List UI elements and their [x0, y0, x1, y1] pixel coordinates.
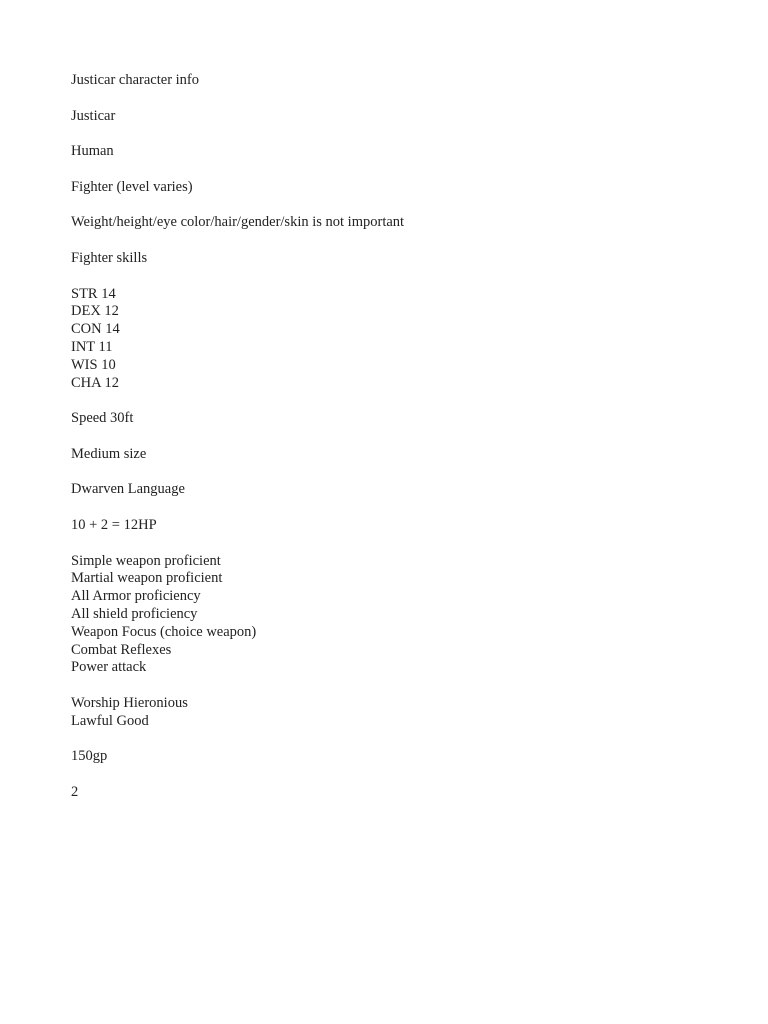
document-body — [71, 72, 691, 819]
size-text: Medium size — [71, 445, 147, 462]
gold-text: 150gp — [71, 748, 108, 765]
character-class: Fighter (level varies) — [71, 178, 193, 195]
skills-text: Fighter skills — [71, 249, 148, 266]
feat-item: Power attack — [71, 659, 147, 676]
alignment-text: Lawful Good — [71, 712, 149, 729]
language-text: Dwarven Language — [71, 481, 185, 498]
character-race: Human — [71, 143, 114, 160]
hit-points-text: 10 + 2 = 12HP — [71, 516, 157, 533]
feat-item: Combat Reflexes — [71, 641, 172, 658]
ability-score-wis: WIS 10 — [71, 356, 116, 373]
feat-item: All Armor proficiency — [71, 588, 201, 605]
ability-score-str: STR 14 — [71, 285, 116, 302]
feat-item: Simple weapon proficient — [71, 552, 221, 569]
document-title: Justicar character info — [71, 72, 200, 88]
final-value-text: 2 — [71, 783, 79, 800]
deity-text: Worship Hieronious — [71, 694, 188, 711]
speed-text: Speed 30ft — [71, 410, 134, 427]
character-name: Justicar — [71, 107, 116, 124]
ability-score-con: CON 14 — [71, 321, 120, 338]
feat-item: All shield proficiency — [71, 605, 198, 622]
appearance-note: Weight/height/eye color/hair/gender/skin is not important — [71, 214, 405, 231]
feats-list — [71, 553, 691, 678]
feat-item: Martial weapon proficient — [71, 570, 223, 587]
ability-score-cha: CHA 12 — [71, 374, 119, 391]
feat-item: Weapon Focus (choice weapon) — [71, 623, 257, 640]
ability-scores — [71, 286, 691, 393]
deity-alignment — [71, 695, 691, 731]
ability-score-dex: DEX 12 — [71, 303, 119, 320]
ability-score-int: INT 11 — [71, 338, 113, 355]
